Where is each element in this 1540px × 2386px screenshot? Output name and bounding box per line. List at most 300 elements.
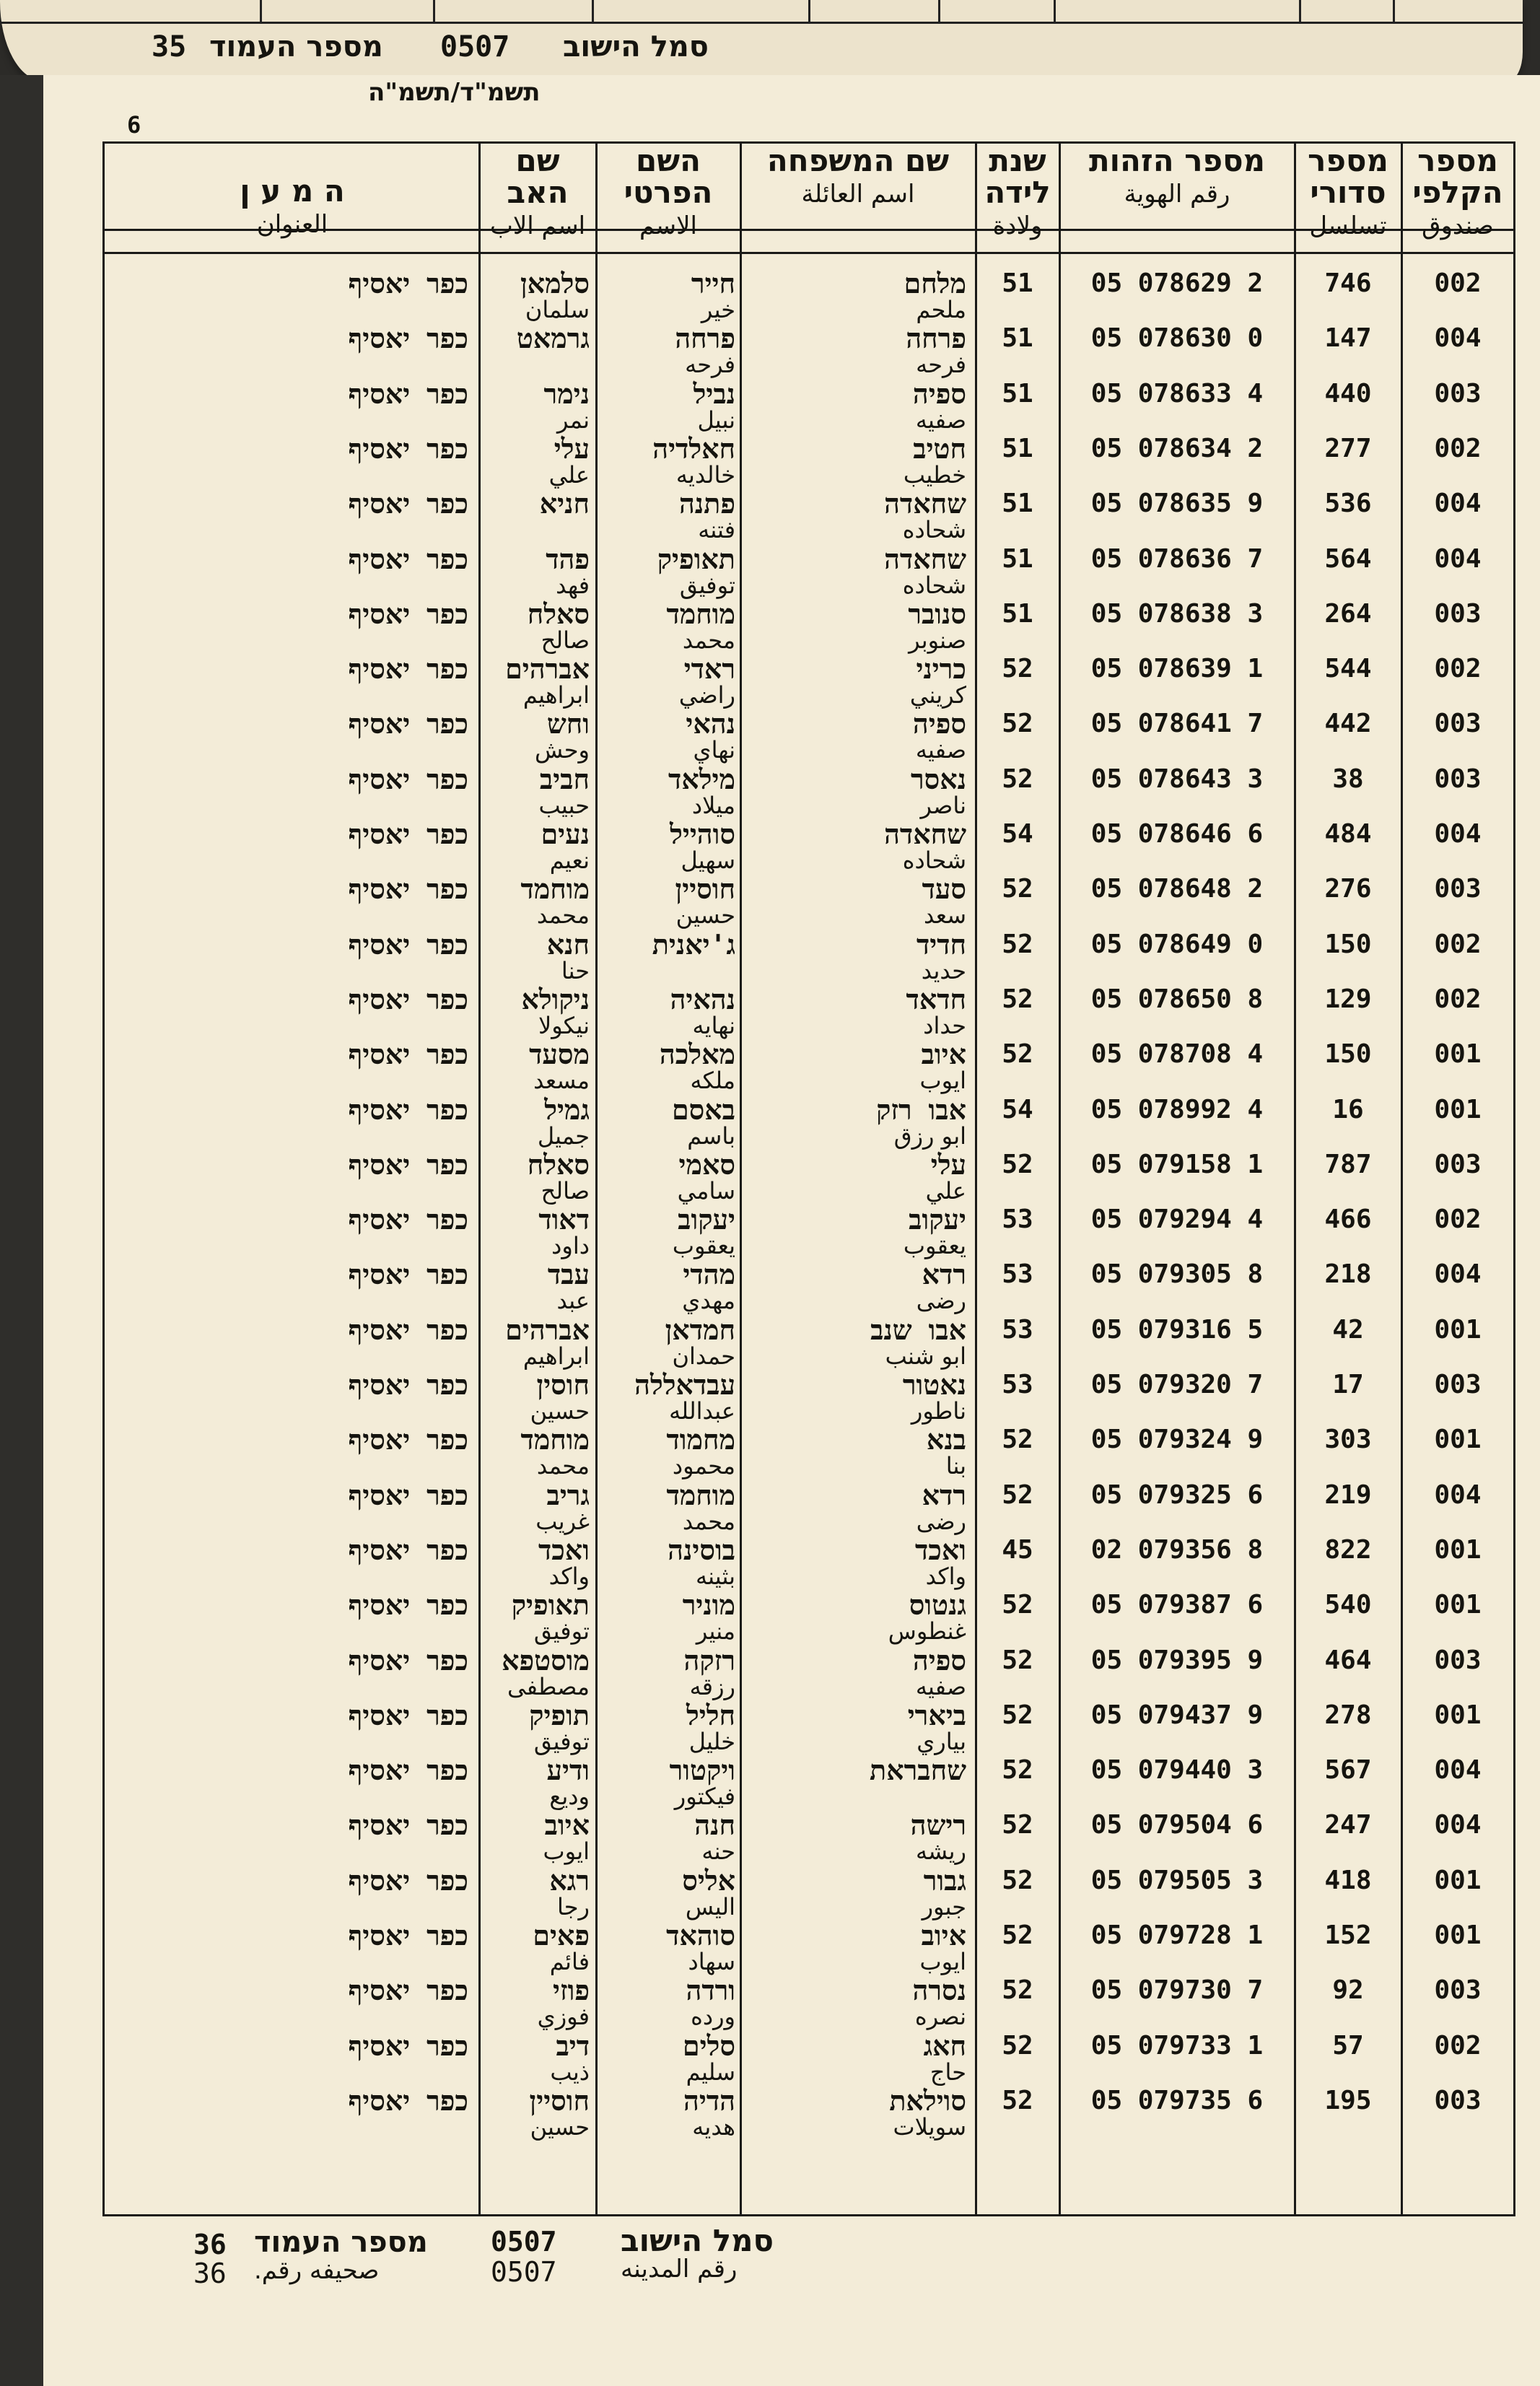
- cell-first: אליס اليس: [598, 1866, 735, 1918]
- cell-father-arabic: غريب: [535, 1507, 590, 1535]
- cell-first-arabic: باسم: [687, 1122, 735, 1150]
- cell-serial: 536: [1324, 489, 1372, 519]
- cell-year: 54: [1002, 1094, 1033, 1124]
- cell-year: 52: [1002, 1810, 1033, 1840]
- cell-box: 002: [1434, 1205, 1482, 1235]
- cell-year: 52: [1002, 709, 1033, 739]
- cell-family-arabic: خطيب: [903, 460, 966, 489]
- cell-father-arabic: صالح: [541, 626, 590, 654]
- cell-father: נימר نمر: [481, 380, 590, 432]
- prev-page-label: מספר העמוד: [209, 30, 383, 64]
- table-row: [105, 1040, 1513, 1095]
- table-row: [105, 1921, 1513, 1976]
- cell-address: כפר יאסיף: [348, 763, 468, 795]
- cell-father-arabic: فوزي: [537, 2003, 590, 2031]
- cell-first-arabic: حنه: [701, 1837, 735, 1866]
- cell-family-arabic: بنا: [945, 1452, 966, 1480]
- cell-first: חליל خليل: [598, 1701, 735, 1753]
- cell-first-arabic: محمد: [682, 1507, 735, 1535]
- cell-address: כפר יאסיף: [348, 983, 468, 1015]
- cell-first: ג'יאנית: [652, 928, 735, 961]
- years-label: תשמ"ד/תשמ"ה: [368, 78, 541, 107]
- cell-father: מוסטפא مصطفى: [481, 1646, 590, 1698]
- table-row: [105, 434, 1513, 489]
- cell-address: כפר יאסיף: [348, 1148, 468, 1181]
- cell-family: רדא رضى: [743, 1481, 966, 1533]
- cell-address: כפר יאסיף: [348, 1204, 468, 1236]
- cell-first: מוחמד محمد: [598, 600, 735, 652]
- cell-father: דאוד داود: [481, 1205, 590, 1257]
- cell-father-arabic: سلمان: [525, 296, 590, 323]
- cell-serial: 277: [1324, 433, 1372, 463]
- cell-family-arabic: صنوبر: [909, 626, 966, 654]
- cell-id: 05 079387 6: [1090, 1590, 1264, 1620]
- cell-box: 002: [1434, 929, 1482, 959]
- table-row: [105, 1260, 1513, 1315]
- cell-family-arabic: سعد: [923, 901, 966, 930]
- cell-family: איוב ايوب: [743, 1040, 966, 1092]
- cell-serial: 746: [1324, 268, 1372, 298]
- cell-first-arabic: خير: [701, 296, 735, 323]
- cell-serial: 484: [1324, 819, 1372, 849]
- cell-family: חדאד حداد: [743, 985, 966, 1037]
- cell-serial: 150: [1324, 1039, 1372, 1070]
- cell-father-arabic: مسعد: [533, 1067, 590, 1095]
- cell-family: סוילאת سويلات: [743, 2086, 966, 2138]
- cell-father-arabic: نعيم: [549, 847, 590, 874]
- cell-box: 001: [1434, 1094, 1482, 1124]
- cell-first-arabic: سامي: [677, 1176, 735, 1205]
- cell-year: 52: [1002, 1480, 1033, 1510]
- cell-first: נהאיה نهايه: [598, 985, 735, 1037]
- cell-serial: 247: [1324, 1810, 1372, 1840]
- prev-page-number: 35: [152, 30, 187, 64]
- cell-year: 52: [1002, 2030, 1033, 2061]
- cell-address: כפר יאסיף: [348, 323, 468, 355]
- cell-id: 05 078638 3: [1090, 598, 1264, 629]
- table-row: [105, 985, 1513, 1040]
- cell-serial: 418: [1324, 1865, 1372, 1895]
- cell-serial: 17: [1332, 1370, 1364, 1399]
- cell-year: 52: [1002, 1425, 1033, 1455]
- table-row: [105, 600, 1513, 655]
- cell-father-arabic: حسين: [530, 1397, 590, 1425]
- cell-father: ניקולא نيكولا: [481, 985, 590, 1037]
- cell-box: 001: [1434, 1920, 1482, 1950]
- cell-first: פרחה فرحه: [598, 324, 735, 376]
- cell-address: כפר יאסיף: [348, 1975, 468, 2007]
- cell-first: נביל نبيل: [598, 380, 735, 432]
- cell-father: וחש وحش: [481, 709, 590, 761]
- table-row: [105, 1205, 1513, 1260]
- cell-box: 003: [1434, 1645, 1482, 1675]
- cell-family-arabic: شحاده: [902, 847, 966, 874]
- cell-id: 05 078992 4: [1090, 1094, 1264, 1124]
- cell-address: כפר יאסיף: [348, 708, 468, 740]
- cell-serial: 276: [1324, 874, 1372, 904]
- cell-serial: 442: [1324, 709, 1372, 739]
- cell-father-arabic: وحش: [534, 736, 590, 764]
- cell-father: תאופיק توفيق: [481, 1591, 590, 1643]
- cell-family: מלחם ملحم: [743, 269, 966, 321]
- cell-family: ואכד واكد: [743, 1536, 966, 1588]
- cell-address: כפר יאסיף: [348, 1920, 468, 1952]
- cell-serial: 92: [1332, 1975, 1364, 2006]
- cell-family-arabic: سويلات: [893, 2112, 966, 2141]
- cell-first-arabic: بثينه: [695, 1562, 735, 1590]
- cell-year: 52: [1002, 984, 1033, 1014]
- cell-family-arabic: ابو رزق: [893, 1122, 966, 1150]
- cell-id: 05 078630 0: [1090, 323, 1264, 354]
- cell-box: 004: [1434, 819, 1482, 849]
- cell-serial: 278: [1324, 1700, 1372, 1730]
- cell-family: גנטוס غنطوس: [743, 1591, 966, 1643]
- cell-father: חביב حبيب: [481, 765, 590, 817]
- cell-address: כפר יאסיף: [348, 818, 468, 850]
- cell-year: 52: [1002, 654, 1033, 684]
- cell-first: סוהאד سهاد: [598, 1921, 735, 1973]
- cell-first-arabic: ملكه: [690, 1067, 735, 1095]
- cell-box: 001: [1434, 1865, 1482, 1895]
- cell-box: 002: [1434, 984, 1482, 1014]
- cell-year: 51: [1002, 543, 1033, 574]
- cell-family: סנובר صنوبر: [743, 600, 966, 652]
- cell-father: חנא حنا: [481, 930, 590, 982]
- cell-box: 003: [1434, 709, 1482, 739]
- cell-first: סאמי سامي: [598, 1150, 735, 1202]
- cell-id: 02 079356 8: [1090, 1534, 1264, 1565]
- cell-father: סאלח صالح: [481, 1150, 590, 1202]
- cell-serial: 303: [1324, 1425, 1372, 1455]
- cell-box: 002: [1434, 2030, 1482, 2061]
- cell-id: 05 078634 2: [1090, 433, 1264, 463]
- cell-box: 004: [1434, 1259, 1482, 1290]
- cell-first-arabic: منير: [696, 1617, 735, 1646]
- table-row: [105, 1591, 1513, 1646]
- previous-page-curl: [0, 0, 1523, 81]
- cell-box: 001: [1434, 1590, 1482, 1620]
- cell-year: 52: [1002, 929, 1033, 959]
- cell-id: 05 078650 8: [1090, 984, 1264, 1014]
- cell-year: 51: [1002, 323, 1033, 354]
- cell-first: סלים سليم: [598, 2032, 735, 2084]
- cell-father-arabic: واكد: [548, 1562, 590, 1590]
- cell-address: כפר יאסיף: [348, 2029, 468, 2062]
- cell-year: 53: [1002, 1205, 1033, 1235]
- cell-father-arabic: داود: [551, 1232, 590, 1260]
- cell-father-arabic: حبيب: [538, 791, 590, 819]
- table-row: [105, 2029, 1513, 2086]
- cell-father: מסעד مسعد: [481, 1040, 590, 1092]
- cell-father: ואכד واكد: [481, 1536, 590, 1588]
- cell-serial: 57: [1332, 2030, 1364, 2061]
- cell-father-arabic: رجا: [557, 1892, 590, 1920]
- cell-father-arabic: ابراهيم: [522, 1342, 590, 1370]
- cell-family-arabic: ايوب: [919, 1067, 966, 1095]
- cell-address: כפר יאסיף: [348, 377, 468, 410]
- cell-year: 52: [1002, 1039, 1033, 1070]
- cell-first-arabic: هديه: [692, 2112, 735, 2141]
- cell-first-arabic: حمدان: [672, 1342, 735, 1370]
- cell-family-arabic: رضى: [916, 1287, 966, 1315]
- cell-address: כפר יאסיף: [348, 488, 468, 520]
- cell-first-arabic: فيكتور: [674, 1783, 735, 1811]
- cell-box: 003: [1434, 764, 1482, 794]
- cell-first-arabic: راضي: [678, 681, 735, 709]
- cell-first-arabic: خالديه: [675, 460, 735, 489]
- cell-address: כפר יאסיף: [348, 1809, 468, 1842]
- cell-family: גבור جبور: [743, 1866, 966, 1918]
- cell-father-arabic: نمر: [556, 406, 590, 434]
- cell-serial: 540: [1324, 1590, 1372, 1620]
- cell-father-arabic: صالح: [541, 1176, 590, 1205]
- footer-page-number-2: 36: [193, 2258, 227, 2289]
- cell-address: כפר יאסיף: [348, 1093, 468, 1126]
- cell-family: ספיה صفيه: [743, 709, 966, 761]
- cell-box: 003: [1434, 1975, 1482, 2006]
- cell-first: ויקטור فيكتور: [598, 1756, 735, 1808]
- cell-id: 05 079320 7: [1090, 1370, 1264, 1399]
- cell-first: חנה حنه: [598, 1811, 735, 1863]
- cell-first-arabic: نهايه: [692, 1011, 735, 1039]
- cell-father-arabic: ابراهيم: [522, 681, 590, 709]
- cell-id: 05 079440 3: [1090, 1755, 1264, 1786]
- cell-family-arabic: صفيه: [915, 1672, 966, 1700]
- cell-first: ורדה ورده: [598, 1976, 735, 2028]
- cell-family-arabic: بياري: [916, 1727, 966, 1755]
- cell-father: סלמאן سلمان: [481, 269, 590, 321]
- cell-father: גרמאט: [516, 323, 590, 355]
- cell-family: חדיד حديد: [743, 930, 966, 982]
- cell-father: נעים نعيم: [481, 820, 590, 872]
- cell-id: 05 078648 2: [1090, 874, 1264, 904]
- cell-father: גמיל جميل: [481, 1096, 590, 1148]
- footer-page-number: 36: [193, 2229, 227, 2260]
- cell-box: 003: [1434, 378, 1482, 408]
- cell-address: כפר יאסיף: [348, 268, 468, 300]
- cell-first: רזקה رزقه: [598, 1646, 735, 1698]
- cell-family: שחאדה شحاده: [743, 545, 966, 597]
- cell-family: יעקוב يعقوب: [743, 1205, 966, 1257]
- table-row: [105, 1371, 1513, 1425]
- cell-family-arabic: غنطوس: [888, 1617, 966, 1646]
- table-row: [105, 1976, 1513, 2031]
- cell-box: 004: [1434, 1755, 1482, 1786]
- table-row: [105, 545, 1513, 600]
- cell-address: כפר יאסיף: [348, 1479, 468, 1511]
- cell-year: 54: [1002, 819, 1033, 849]
- cell-box: 004: [1434, 323, 1482, 354]
- cell-father: דיב ذيب: [481, 2032, 590, 2084]
- cell-family: ספיה صفيه: [743, 1646, 966, 1698]
- sheet-number: 6: [127, 111, 141, 139]
- cell-father: חוסין حسين: [481, 1371, 590, 1423]
- cell-father: איוב ايوب: [481, 1811, 590, 1863]
- cell-id: 05 079324 9: [1090, 1425, 1264, 1455]
- table-row: [105, 489, 1513, 544]
- cell-id: 05 079395 9: [1090, 1645, 1264, 1675]
- cell-first: מחמוד محمود: [598, 1425, 735, 1477]
- cell-first-arabic: اليس: [685, 1892, 735, 1920]
- cell-id: 05 078646 6: [1090, 819, 1264, 849]
- cell-serial: 822: [1324, 1534, 1372, 1565]
- cell-family: ספיה صفيه: [743, 380, 966, 432]
- cell-box: 002: [1434, 654, 1482, 684]
- table-row: [105, 820, 1513, 875]
- cell-box: 004: [1434, 1480, 1482, 1510]
- cell-family-arabic: ابو شنب: [885, 1342, 966, 1370]
- cell-family: אבו רזק ابو رزق: [743, 1096, 966, 1148]
- cell-year: 52: [1002, 1700, 1033, 1730]
- footer-code: 0507: [491, 2226, 557, 2258]
- cell-first-arabic: رزقه: [689, 1672, 735, 1700]
- cell-address: כפר יאסיף: [348, 1259, 468, 1291]
- cell-first-arabic: يعقوب: [672, 1232, 735, 1260]
- cell-id: 05 078633 4: [1090, 378, 1264, 408]
- cell-father: עבד عبد: [481, 1260, 590, 1312]
- cell-year: 52: [1002, 1149, 1033, 1179]
- cell-address: כפר יאסיף: [348, 1534, 468, 1566]
- cell-address: כפר יאסיף: [348, 2084, 468, 2117]
- cell-id: 05 079305 8: [1090, 1259, 1264, 1290]
- cell-serial: 195: [1324, 2085, 1372, 2115]
- header-first: השם הפרטי الاسم: [624, 143, 713, 240]
- cell-family-arabic: ناطور: [911, 1397, 966, 1425]
- footer-page-label-ar: صحيفه رقم.: [254, 2256, 380, 2285]
- cell-family-arabic: ناصر: [920, 791, 966, 819]
- cell-id: 05 078629 2: [1090, 268, 1264, 298]
- cell-year: 52: [1002, 874, 1033, 904]
- cell-year: 51: [1002, 489, 1033, 519]
- cell-serial: 42: [1332, 1314, 1364, 1345]
- cell-family-arabic: حاج: [929, 2058, 966, 2086]
- cell-serial: 219: [1324, 1480, 1372, 1510]
- cell-address: כפר יאסיף: [348, 432, 468, 465]
- cell-first: עבדאללה عبدالله: [598, 1371, 735, 1423]
- cell-id: 05 078649 0: [1090, 929, 1264, 959]
- cell-id: 05 079316 5: [1090, 1314, 1264, 1345]
- cell-first: חייר خير: [598, 269, 735, 321]
- cell-first: תאופיק توفيق: [598, 545, 735, 597]
- cell-year: 52: [1002, 1645, 1033, 1675]
- cell-id: 05 079735 6: [1090, 2085, 1264, 2115]
- header-address: ה מ ע ן العنوان: [240, 173, 345, 239]
- cell-father-arabic: محمد: [536, 901, 590, 930]
- cell-id: 05 079504 6: [1090, 1810, 1264, 1840]
- cell-first: נהאי نهاي: [598, 709, 735, 761]
- cell-family: שחבראת: [870, 1754, 966, 1787]
- cell-family: כריני كريني: [743, 655, 966, 707]
- cell-father: אברהים ابراهيم: [481, 1316, 590, 1368]
- table-row: [105, 1646, 1513, 1701]
- cell-serial: 787: [1324, 1149, 1372, 1179]
- cell-address: כפר יאסיף: [348, 653, 468, 686]
- cell-family-arabic: فرحه: [916, 351, 966, 379]
- cell-family: רדא رضى: [743, 1260, 966, 1312]
- cell-first: מאלכה ملكه: [598, 1040, 735, 1092]
- cell-first-arabic: سهاد: [688, 1948, 735, 1975]
- cell-address: כפר יאסיף: [348, 1424, 468, 1456]
- cell-father: חוסיין حسين: [481, 2086, 590, 2138]
- cell-box: 002: [1434, 268, 1482, 298]
- cell-first: מוניר منير: [598, 1591, 735, 1643]
- header-id: מספר הזהות رقم الهوية: [1088, 143, 1266, 209]
- cell-family: איוב ايوب: [743, 1921, 966, 1973]
- cell-box: 003: [1434, 2085, 1482, 2115]
- cell-year: 51: [1002, 433, 1033, 463]
- cell-family: שחאדה شحاده: [743, 820, 966, 872]
- cell-father-arabic: ايوب: [543, 1837, 590, 1866]
- cell-family: ביארי بياري: [743, 1701, 966, 1753]
- cell-id: 05 078635 9: [1090, 489, 1264, 519]
- cell-year: 52: [1002, 1755, 1033, 1786]
- cell-family-arabic: كريني: [909, 681, 966, 709]
- table-row: [105, 655, 1513, 709]
- header-father: שם האב اسم الاب: [489, 143, 586, 240]
- cell-first-arabic: نهاي: [693, 736, 735, 764]
- cell-box: 004: [1434, 489, 1482, 519]
- cell-father-arabic: توفيق: [533, 1617, 590, 1646]
- table-row: [105, 875, 1513, 930]
- table-row: [105, 1536, 1513, 1591]
- cell-family: נאטור ناطور: [743, 1371, 966, 1423]
- cell-address: כפר יאסיף: [348, 543, 468, 575]
- cell-first-arabic: محمد: [682, 626, 735, 654]
- cell-family-arabic: صفيه: [915, 736, 966, 764]
- cell-family: פרחה فرحه: [743, 324, 966, 376]
- cell-serial: 16: [1332, 1094, 1364, 1124]
- cell-year: 52: [1002, 2085, 1033, 2115]
- cell-first-arabic: محمود: [672, 1452, 735, 1480]
- cell-family: חטיב خطيب: [743, 434, 966, 486]
- cell-box: 001: [1434, 1314, 1482, 1345]
- footer-page-label: מספר העמוד: [254, 2226, 428, 2259]
- cell-first: פתנה فتنه: [598, 489, 735, 541]
- table-row: [105, 930, 1513, 985]
- cell-first: חמדאן حمدان: [598, 1316, 735, 1368]
- cell-box: 003: [1434, 1370, 1482, 1399]
- cell-first: ראדי راضي: [598, 655, 735, 707]
- cell-first-arabic: ورده: [691, 2003, 735, 2031]
- cell-year: 45: [1002, 1534, 1033, 1565]
- table-row: [105, 1481, 1513, 1536]
- cell-box: 003: [1434, 598, 1482, 629]
- table-row: [105, 709, 1513, 764]
- footer-settlement-ar: رقم المدينه: [621, 2255, 738, 2284]
- cell-family-arabic: حديد: [921, 956, 966, 984]
- cell-family-arabic: حداد: [923, 1011, 966, 1039]
- cell-id: 05 079437 9: [1090, 1700, 1264, 1730]
- cell-father: ודיע وديع: [481, 1756, 590, 1808]
- cell-father: פוזי فوزي: [481, 1976, 590, 2028]
- table-row: [105, 324, 1513, 379]
- cell-id: 05 079733 1: [1090, 2030, 1264, 2061]
- cell-first: בוסינה بثينه: [598, 1536, 735, 1588]
- table-row: [105, 1425, 1513, 1480]
- cell-box: 003: [1434, 1149, 1482, 1179]
- cell-id: 05 079325 6: [1090, 1480, 1264, 1510]
- cell-father-arabic: فهد: [556, 571, 590, 599]
- cell-father-arabic: علي: [548, 460, 590, 489]
- cell-family-arabic: ريشه: [915, 1837, 966, 1866]
- cell-box: 004: [1434, 1810, 1482, 1840]
- cell-family-arabic: ايوب: [919, 1948, 966, 1975]
- cell-family-arabic: شحاده: [902, 571, 966, 599]
- cell-father-arabic: عبد: [556, 1287, 590, 1315]
- table-row: [105, 2086, 1513, 2141]
- table-row: [105, 269, 1513, 324]
- cell-family-arabic: ملحم: [916, 296, 966, 323]
